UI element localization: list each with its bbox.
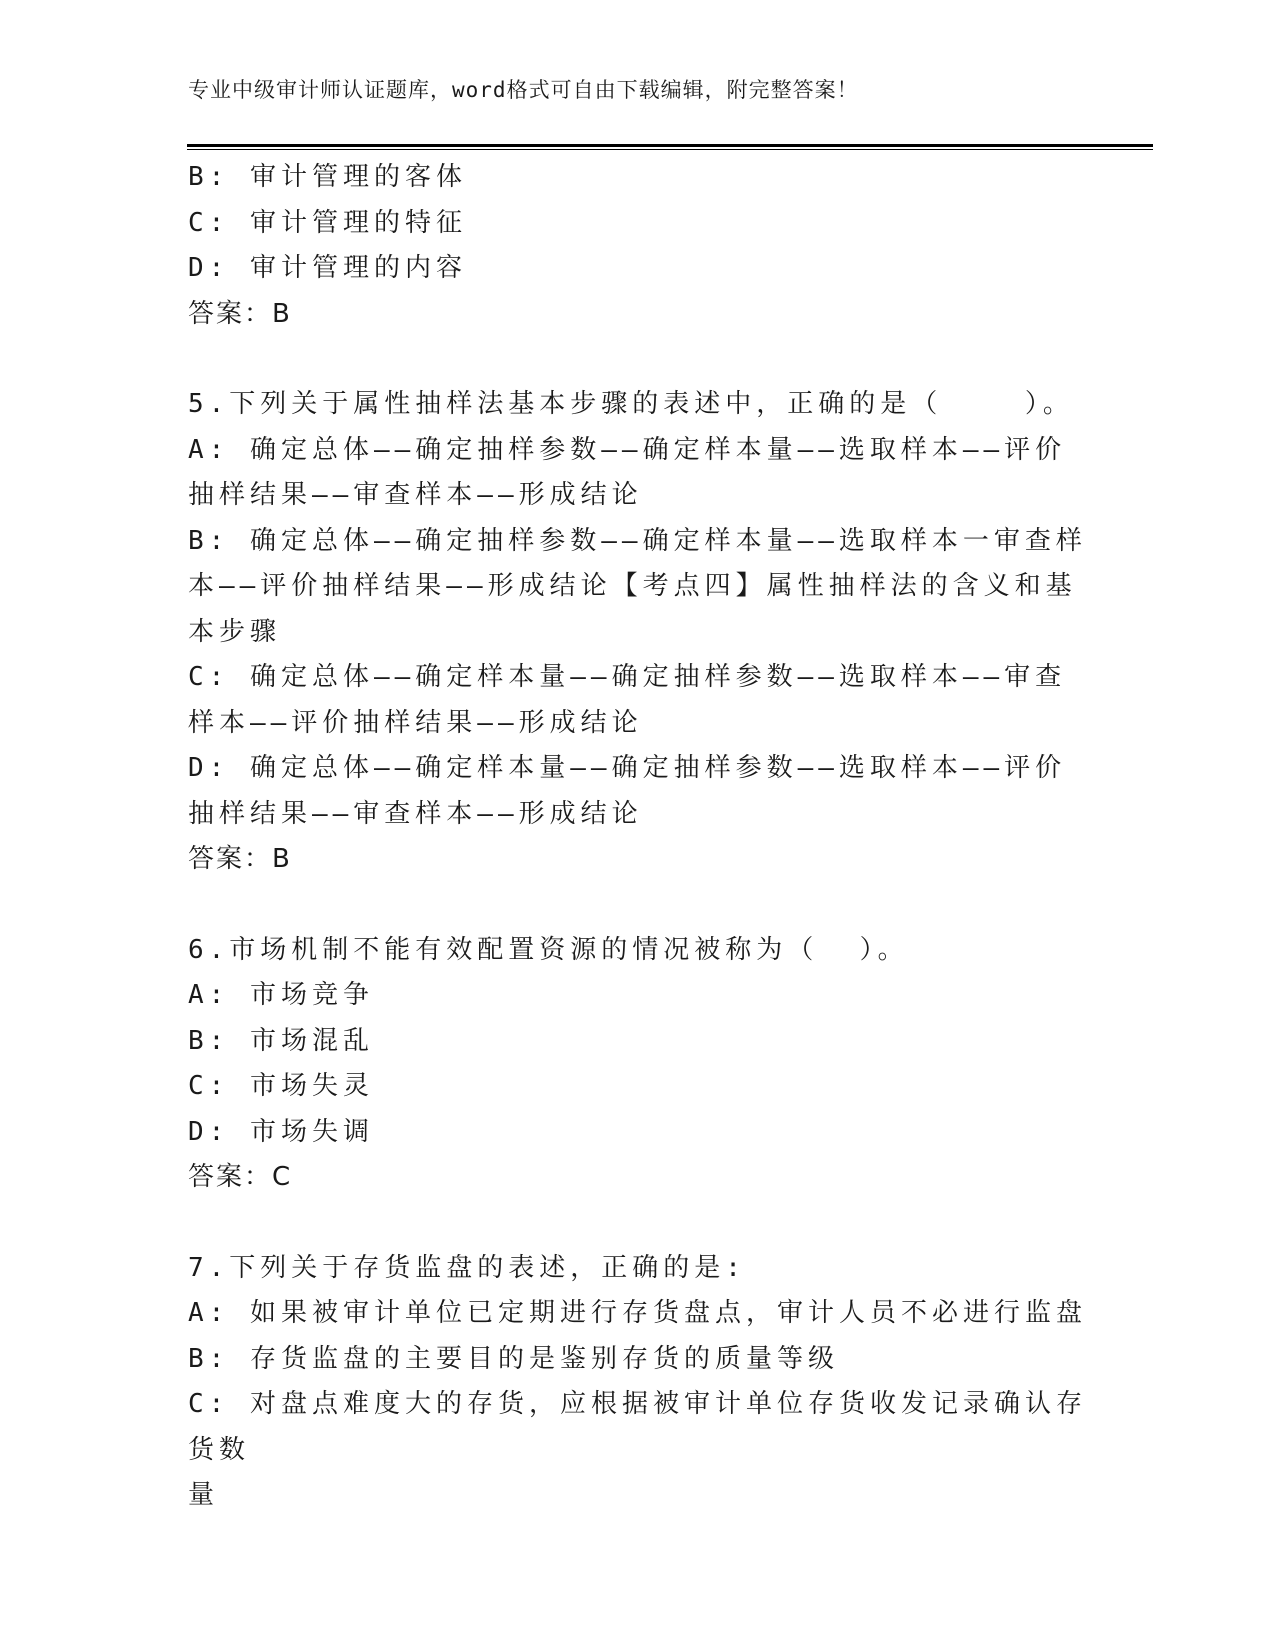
option-a: A: 如果被审计单位已定期进行存货盘点，审计人员不必进行监盘 — [188, 1298, 1087, 1328]
question-6 — [188, 928, 1088, 1201]
option-line: 样本——评价抽样结果——形成结论 — [188, 707, 643, 738]
option-line: 量 — [188, 1480, 220, 1510]
option-line: 抽样结果——审查样本——形成结论 — [188, 798, 643, 829]
option-c — [188, 1382, 1088, 1519]
header-divider — [187, 144, 1153, 150]
question-stem: 7.下列关于存货监盘的表述，正确的是: — [188, 1252, 746, 1283]
option-line: D: 确定总体——确定样本量——确定抽样参数——选取样本——评价 — [188, 753, 1067, 783]
answer-line: 答案：B — [188, 844, 292, 874]
option-c: C: 市场失灵 — [188, 1071, 374, 1101]
option-b: B: 市场混乱 — [188, 1025, 374, 1056]
option-d: D: 审计管理的内容 — [188, 253, 467, 283]
option-d — [188, 746, 1088, 837]
option-d: D: 市场失调 — [188, 1116, 374, 1147]
option-c — [188, 655, 1088, 746]
option-line: 本步骤 — [188, 616, 282, 647]
option-b — [188, 519, 1088, 656]
option-line: 抽样结果——审查样本——形成结论 — [188, 480, 643, 510]
option-line: B: 确定总体——确定抽样参数——确定样本量——选取样本一审查样 — [188, 525, 1087, 556]
option-c: C: 审计管理的特征 — [188, 207, 467, 238]
answer-line: 答案：C — [188, 1162, 293, 1192]
question-stem: 5.下列关于属性抽样法基本步骤的表述中，正确的是（ ）。 — [188, 389, 1074, 419]
option-b: B: 审计管理的客体 — [188, 162, 467, 192]
option-line: C: 确定总体——确定样本量——确定抽样参数——选取样本——审查 — [188, 662, 1067, 692]
document-body — [188, 155, 1088, 1519]
question-7 — [188, 1246, 1088, 1519]
option-a — [188, 428, 1088, 519]
question-stem: 6.市场机制不能有效配置资源的情况被称为（ ）。 — [188, 934, 909, 965]
option-line: C: 对盘点难度大的存货，应根据被审计单位存货收发记录确认存货数 — [188, 1389, 1087, 1465]
previous-question-tail — [188, 155, 1088, 337]
answer-line: 答案：B — [188, 298, 292, 329]
question-5 — [188, 382, 1088, 883]
option-a: A: 市场竞争 — [188, 980, 374, 1010]
option-b: B: 存货监盘的主要目的是鉴别存货的质量等级 — [188, 1343, 839, 1374]
page-header: 专业中级审计师认证题库，word格式可自由下载编辑，附完整答案！ — [188, 78, 859, 102]
option-line: A: 确定总体——确定抽样参数——确定样本量——选取样本——评价 — [188, 434, 1067, 465]
option-line: 本——评价抽样结果——形成结论【考点四】属性抽样法的含义和基 — [188, 571, 1077, 601]
